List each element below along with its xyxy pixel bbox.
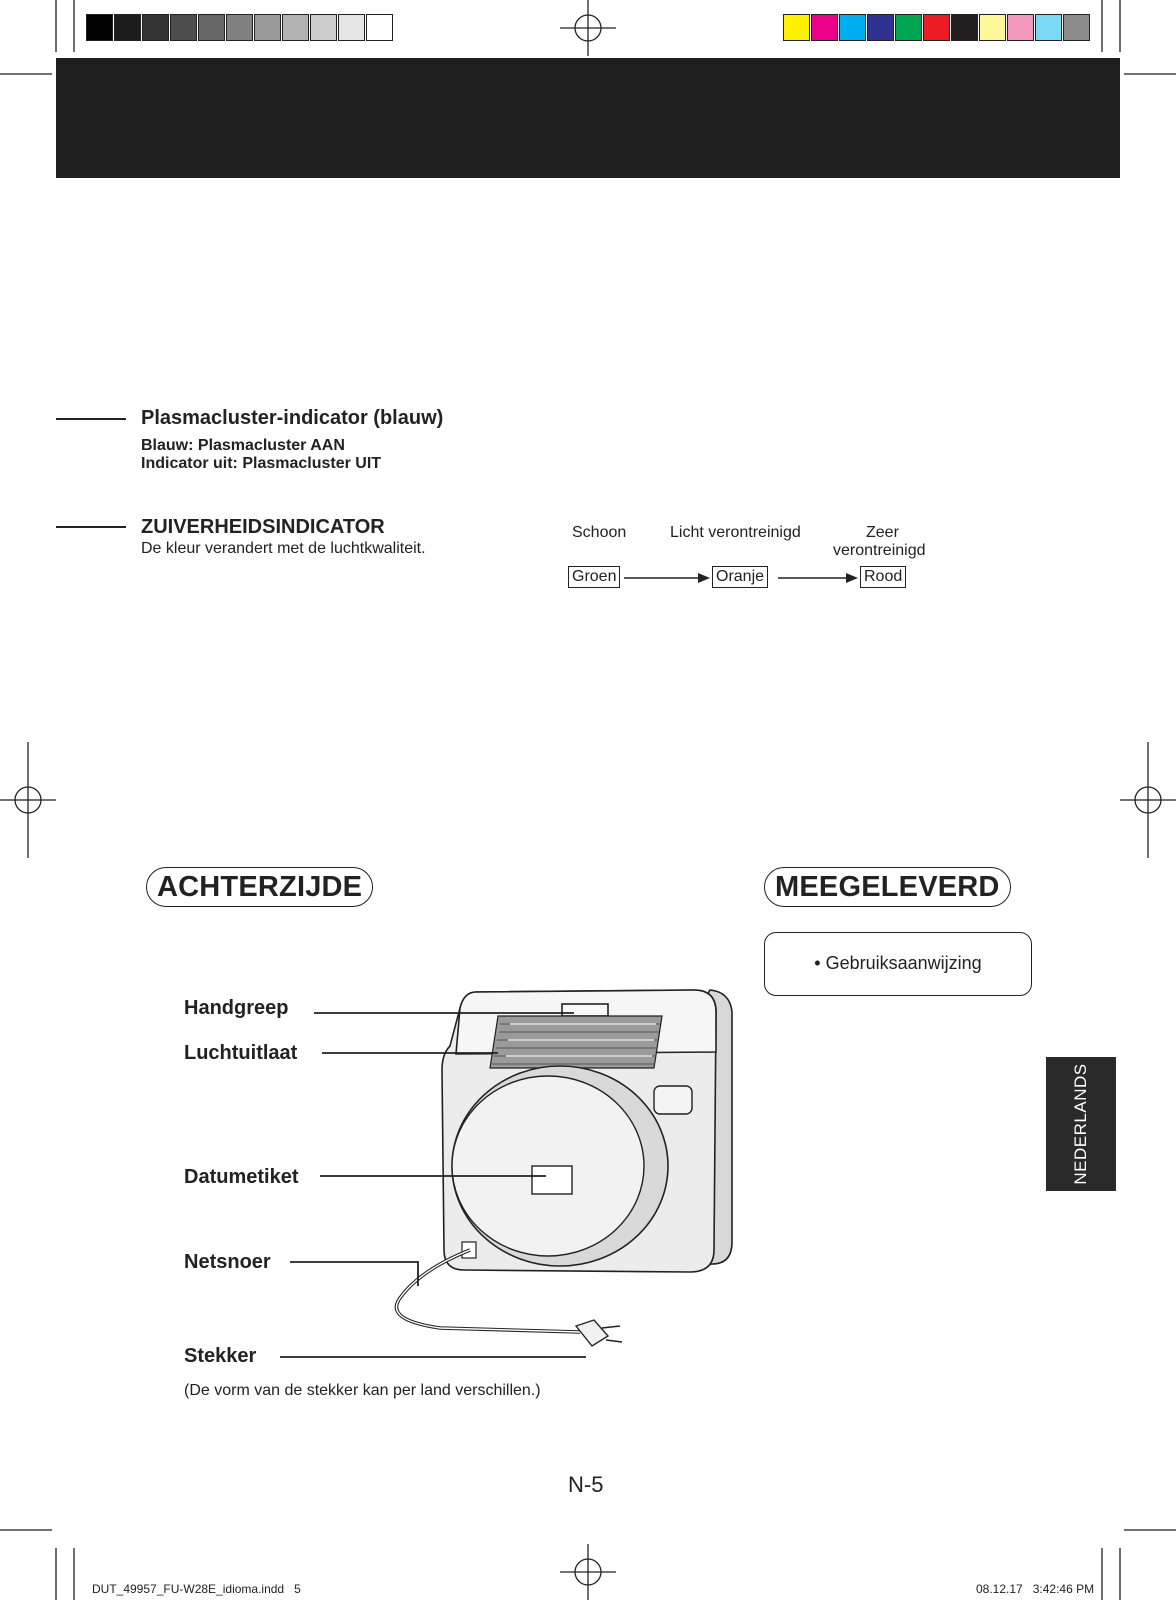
plasmacluster-line2: Indicator uit: Plasmacluster UIT <box>141 455 382 472</box>
part-label-air-outlet: Luchtuitlaat <box>184 1042 298 1064</box>
part-label-power-cord: Netsnoer <box>184 1251 271 1273</box>
part-label-plug: Stekker <box>184 1345 257 1367</box>
footer-filename: DUT_49957_FU-W28E_idioma.indd 5 <box>92 1582 301 1596</box>
supplied-item: • Gebruiksaanwijzing <box>814 953 982 973</box>
plug-note: (De vorm van de stekker kan per land verschillen.) <box>184 1382 541 1399</box>
state-label-very-polluted-1: Zeer <box>866 524 899 541</box>
supplied-heading: MEEGELEVERD <box>764 867 1011 907</box>
plasmacluster-line1: Blauw: Plasmacluster AAN <box>141 437 345 454</box>
purity-description: De kleur verandert met de luchtkwaliteit. <box>141 540 426 557</box>
purity-title: ZUIVERHEIDSINDICATOR <box>141 516 385 538</box>
state-label-clean: Schoon <box>572 524 627 541</box>
page-number: N-5 <box>568 1472 604 1497</box>
color-chip-orange: Oranje <box>712 566 768 588</box>
part-label-handle: Handgreep <box>184 997 289 1019</box>
state-label-slightly-polluted: Licht verontreinigd <box>670 524 801 541</box>
color-chip-green: Groen <box>568 566 620 588</box>
part-label-date-label: Datumetiket <box>184 1166 299 1188</box>
plasmacluster-title: Plasmacluster-indicator (blauw) <box>141 407 444 429</box>
language-tab-label: NEDERLANDS <box>1071 1063 1090 1185</box>
rear-heading: ACHTERZIJDE <box>146 867 373 907</box>
color-chip-red: Rood <box>860 566 906 588</box>
footer-timestamp: 08.12.17 3:42:46 PM <box>976 1582 1095 1596</box>
state-label-very-polluted-2: verontreinigd <box>833 542 926 559</box>
